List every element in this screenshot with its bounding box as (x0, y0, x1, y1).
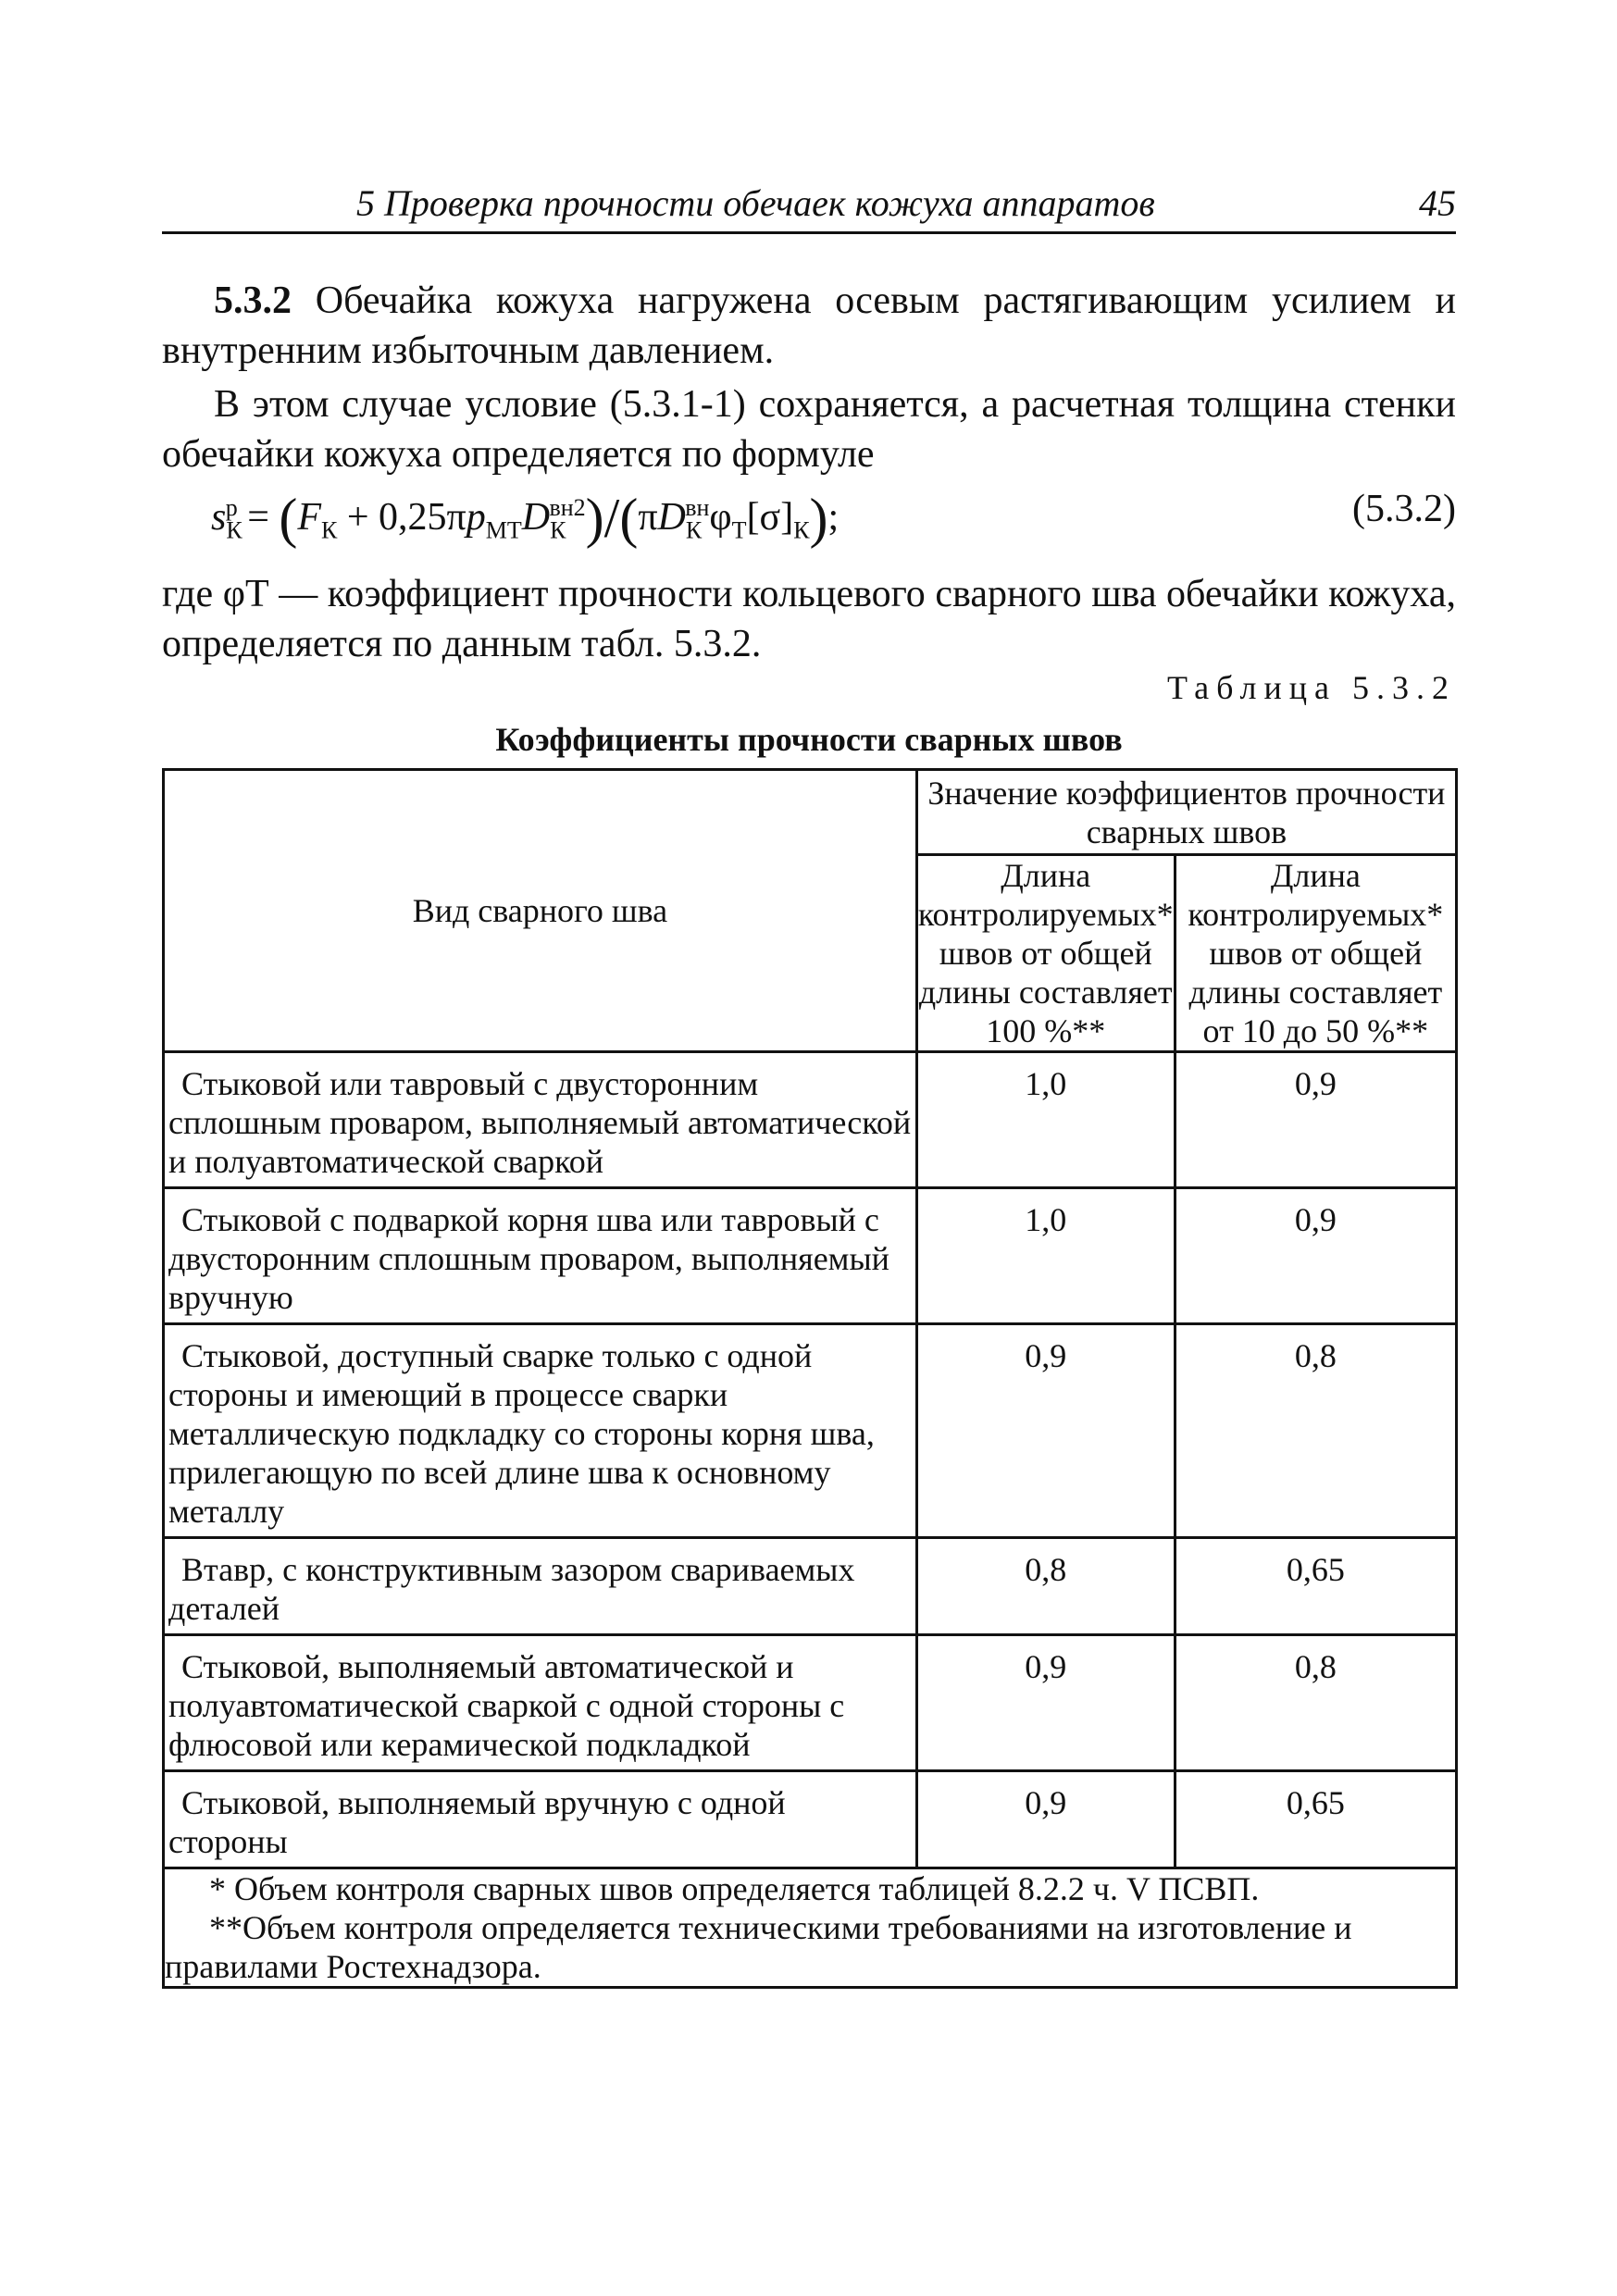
weld-type: Стыковой, выполняемый вручную с одной стороны (164, 1771, 917, 1868)
paragraph-5-3-2 (162, 276, 1456, 376)
table-notes (164, 1868, 1457, 1988)
value-100: 0,9 (916, 1324, 1175, 1538)
weld-type: Втавр, с конструктивным зазором свариваемых деталей (164, 1538, 917, 1635)
formula-number: (5.3.2) (1352, 488, 1456, 530)
value-10-50: 0,9 (1175, 1052, 1456, 1188)
paragraph-text: Обечайка кожуха нагружена осевым растягивающим усилием и внутренним избыточным давлением. (162, 279, 1456, 372)
section-number: 5.3.2 (214, 279, 292, 322)
weld-coefficients-table (162, 768, 1458, 1989)
table-row (164, 1324, 1457, 1538)
header-length-100: Длина контролируемых* швов от общей длины составляет 100 %** (916, 855, 1175, 1052)
value-100: 1,0 (916, 1188, 1175, 1324)
header-title: 5 Проверка прочности обечаек кожуха аппаратов (356, 182, 1155, 224)
value-100: 0,9 (916, 1771, 1175, 1868)
footnote-1: * Объем контроля сварных швов определяется таблицей 8.2.2 ч. V ПСВП. (209, 1870, 1260, 1907)
weld-type: Стыковой, доступный сварке только с одной стороны и имеющий в процессе сварки металлическую подкладку со стороны корня шва, прилегающую по всей длине шва к основному металлу (164, 1324, 917, 1538)
table-title: Коэффициенты прочности сварных швов (495, 721, 1123, 758)
formula-expression: $s_К^р = (F_К + 0,25\pi p_{МТ}D_К^{вн2})/(\pi D_К^{вн}\varphi_Т[\sigma]_К)$; (211, 488, 840, 549)
table-notes-row (164, 1868, 1457, 1988)
value-10-50: 0,65 (1175, 1538, 1456, 1635)
running-header (162, 174, 1456, 234)
header-length-10-50: Длина контролируемых* швов от общей длины составляет от 10 до 50 %** (1175, 855, 1456, 1052)
weld-type: Стыковой, выполняемый автоматической и полуавтоматической сваркой с одной стороны с флюсовой или керамической подкладкой (164, 1635, 917, 1771)
value-100: 0,9 (916, 1635, 1175, 1771)
header-coefficients: Значение коэффициентов прочности сварных швов (916, 770, 1456, 855)
value-10-50: 0,8 (1175, 1324, 1456, 1538)
page-number: 45 (1419, 182, 1456, 224)
value-100: 0,8 (916, 1538, 1175, 1635)
value-10-50: 0,9 (1175, 1188, 1456, 1324)
value-10-50: 0,8 (1175, 1635, 1456, 1771)
formula-5-3-2 (211, 479, 1456, 553)
table-row (164, 1052, 1457, 1188)
table-row (164, 1771, 1457, 1868)
table-label: Таблица 5.3.2 (1167, 669, 1456, 706)
paragraph-definition: где φТ — коэффициент прочности кольцевого сварного шва обечайки кожуха, определяется по данным табл. 5.3.2. (162, 573, 1456, 665)
weld-type: Стыковой с подваркой корня шва или тавровый с двусторонним сплошным проваром, выполняемый вручную (164, 1188, 917, 1324)
value-100: 1,0 (916, 1052, 1175, 1188)
table-row (164, 1635, 1457, 1771)
paragraph-condition: В этом случае условие (5.3.1-1) сохраняется, а расчетная толщина стенки обечайки кожуха определяется по формуле (162, 383, 1456, 476)
weld-type: Стыковой или тавровый с двусторонним сплошным проваром, выполняемый автоматической и полуавтоматической сваркой (164, 1052, 917, 1188)
header-weld-type: Вид сварного шва (164, 770, 917, 1052)
table-row (164, 1538, 1457, 1635)
table-row (164, 1188, 1457, 1324)
value-10-50: 0,65 (1175, 1771, 1456, 1868)
footnote-2: **Объем контроля определяется техническими требованиями на изготовление и правилами Ростехнадзора. (165, 1909, 1352, 1985)
